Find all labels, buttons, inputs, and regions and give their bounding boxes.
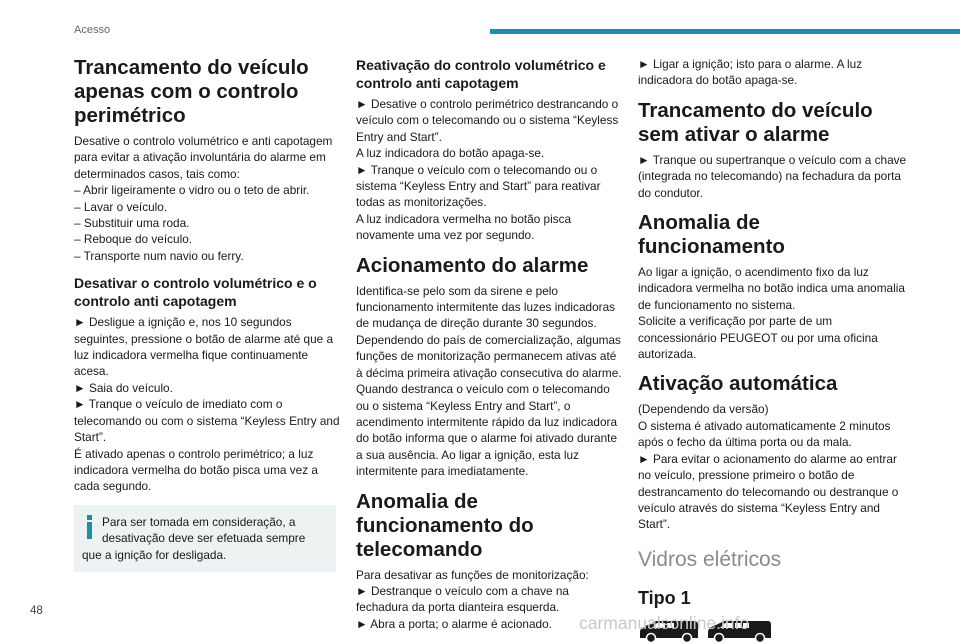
- heading-reactivation: Reativação do controlo volumétrico e controlo anti capotagem: [356, 57, 606, 91]
- column-2: [356, 56, 622, 642]
- column-3: [638, 56, 908, 643]
- section-alarm-trigger: [356, 254, 622, 480]
- heading-auto-activation: Ativação automática: [638, 372, 838, 396]
- info-icon: [82, 515, 98, 541]
- heading-deactivate-volumetric: Desativar o controlo volumétrico e o controlo anti capotagem: [74, 275, 317, 310]
- page-number: 48: [30, 605, 43, 617]
- section-reactivation: [356, 56, 622, 244]
- text-auto-activation: (Dependendo da versão) O sistema é ativado automaticamente 2 minutos após o fecho da última porta ou da mala. ► Para evitar o acionamento do alarme ao entrar no veículo, pressione primeiro o botão de destrancamento do telecomando ou destranque o veículo através do sistema “Keyless Entry and Start”.: [638, 402, 899, 532]
- section-lock-no-alarm: [638, 99, 908, 201]
- heading-remote-fault: Anomalia de funcionamento do telecomando: [356, 489, 534, 561]
- section-malfunction: [638, 211, 908, 362]
- section-auto-activation: [638, 372, 908, 532]
- section-deactivate-volumetric: [74, 274, 340, 494]
- heading-type-1: Tipo 1: [638, 587, 691, 608]
- section-perimeter-locking: [74, 56, 340, 264]
- text-malfunction: Ao ligar a ignição, o acendimento fixo da luz indicadora vermelha no botão indica uma anomalia de funcionamento no sistema. Solicite a verificação por parte de um concessionário PEUGEOT ou por uma oficina autorizada.: [638, 265, 905, 362]
- section-ignition-stop: [638, 56, 908, 89]
- section-remote-fault: [356, 490, 622, 633]
- info-note: [74, 505, 336, 572]
- text-perimeter-locking: Desative o controlo volumétrico e anti capotagem para evitar a ativação involuntária do alarme em determinados casos, tais como: – Abrir ligeiramente o vidro ou o teto de abrir. – Lavar o veículo. – Substituir uma roda. – Reboque do veículo. – Transporte num navio ou ferry.: [74, 134, 333, 263]
- heading-perimeter-locking: Trancamento do veículo apenas com o controlo perimétrico: [74, 56, 309, 127]
- section-label: Acesso: [74, 24, 111, 36]
- text-lock-no-alarm: ► Tranque ou supertranque o veículo com a chave (integrada no telecomando) na fechadura da porta do condutor.: [638, 152, 907, 200]
- header-accent-bar: [490, 29, 960, 34]
- info-note-text: Para ser tomada em consideração, a desativação deve ser efetuada sempre que a ignição for desligada.: [82, 514, 306, 562]
- heading-malfunction: Anomalia de funcionamento: [638, 211, 785, 259]
- text-remote-fault: Para desativar as funções de monitorização: ► Destranque o veículo com a chave na fechadura da porta dianteira esquerda. ► Abra a porta; o alarme é acionado.: [356, 567, 589, 631]
- text-deactivate-volumetric: ► Desligue a ignição e, nos 10 segundos seguintes, pressione o botão de alarme até que a luz indicadora vermelha fique continuamente acesa. ► Saia do veículo. ► Tranque o veículo de imediato com o telecomando ou com o sistema “Keyless Entry and Start”. É ativado apenas o controlo perimétrico; a luz indicadora vermelha do botão pisca uma vez a cada segundo.: [74, 315, 340, 494]
- heading-lock-no-alarm: Trancamento do veículo sem ativar o alarme: [638, 98, 873, 146]
- watermark: carmanualsonline.info: [579, 613, 750, 633]
- text-ignition-stop: ► Ligar a ignição; isto para o alarme. A luz indicadora do botão apaga-se.: [638, 57, 863, 88]
- text-reactivation: ► Desative o controlo perimétrico destrancando o veículo com o telecomando ou o sistema “Keyless Entry and Start”. A luz indicadora do botão apaga-se. ► Tranque o veículo com o telecomando ou o sistema “Keyless Entry and Start” para reativar todas as monitorizações. A luz indicadora vermelha no botão pisca novamente uma vez por segundo.: [356, 97, 619, 243]
- heading-alarm-trigger: Acionamento do alarme: [356, 253, 589, 277]
- text-alarm-trigger: Identifica-se pelo som da sirene e pelo funcionamento intermitente das luzes indicadoras de mudança de direção durante 30 segundos. Dependendo do país de comercialização, algumas funções de monitorização permanecem ativas até à décima primeira ativação consecutiva do alarme. Quando destranca o veículo com o telecomando ou o sistema “Keyless Entry and Start”, o acendimento intermitente rápido da luz indicadora do botão informa que o alarme foi ativado durante a sua ausência. Ao ligar a ignição, esta luz intermitente para imediatamente.: [356, 283, 622, 479]
- heading-electric-windows: Vidros elétricos: [638, 547, 782, 571]
- column-1: [74, 56, 340, 572]
